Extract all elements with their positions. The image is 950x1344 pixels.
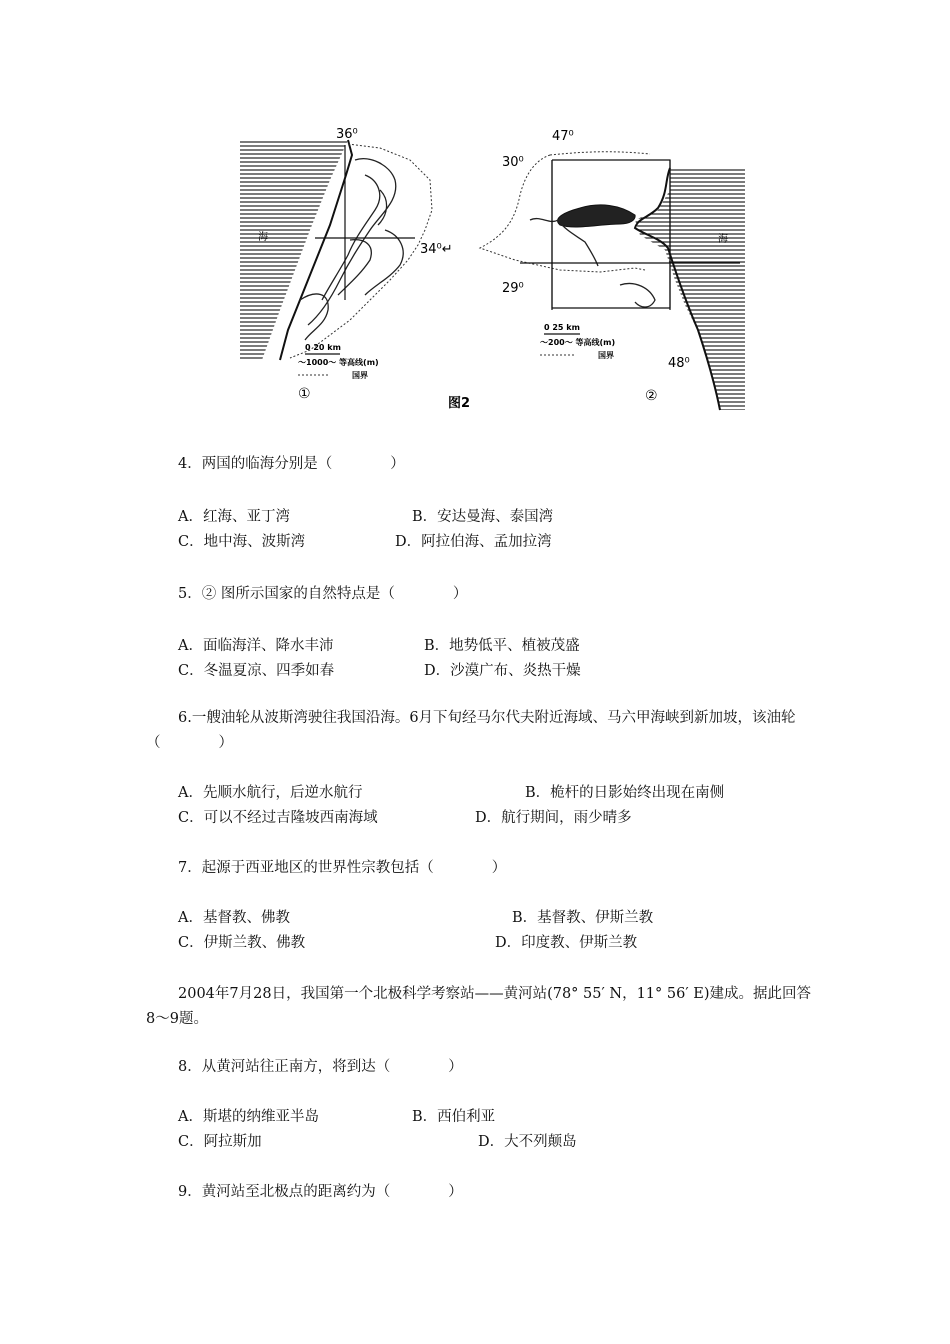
q5-option-d: D．沙漠广布、炎热干燥 [424,663,581,679]
q6-option-a: A．先顺水航行，后逆水航行 [178,785,363,801]
map2-lat-top: 30⁰ [502,155,524,170]
q5-option-a: A．面临海洋、降水丰沛 [178,638,334,654]
map2-island [558,205,636,227]
map1-contour-legend: ～1000～ 等高线(m) [298,358,379,367]
map1-number: ① [298,386,311,402]
map2-lat-bottom: 29⁰ [502,281,524,296]
figure-caption: 图2 [448,396,471,411]
map1-scale: 0 20 km [305,343,341,352]
q8-option-a: A．斯堪的纳维亚半岛 [178,1109,319,1125]
q4-option-d: D．阿拉伯海、孟加拉湾 [395,534,552,550]
q8-option-b: B．西伯利亚 [412,1109,496,1125]
map2-border-legend: 国界 [598,351,614,360]
map1-border-legend: 国界 [352,371,368,380]
map1-lat-top: 36⁰ [336,127,358,142]
q7-option-b: B．基督教、伊斯兰教 [512,910,654,926]
map2-contour-legend: ～200～ 等高线(m) [540,338,616,347]
map1-sea-label: 海 [258,232,268,243]
q8-stem: 8．从黄河站往正南方，将到达（ ） [178,1059,463,1075]
map2-sea-label: 海 [718,234,728,245]
q7-stem: 7．起源于西亚地区的世界性宗教包括（ ） [178,860,507,876]
q6-option-b: B．桅杆的日影始终出现在南侧 [525,785,725,801]
q7-option-a: A．基督教、佛教 [178,910,290,926]
q8-option-d: D．大不列颠岛 [478,1134,577,1150]
q8-option-c: C．阿拉斯加 [178,1134,262,1150]
map1-sea [240,140,348,360]
q5-option-c: C．冬温夏凉、四季如春 [178,663,335,679]
q5-option-b: B．地势低平、植被茂盛 [424,638,580,654]
q4-option-c: C．地中海、波斯湾 [178,534,306,550]
map2-scale: 0 25 km [544,323,580,332]
map-1 [240,127,453,402]
map2-sea [635,168,745,410]
map2-lon-top: 47⁰ [552,129,574,144]
map1-lat-right: 34⁰↵ [420,242,453,257]
figure-2 [180,120,760,420]
intro-8-9: 2004年7月28日，我国第一个北极科学考察站——黄河站(78° 55′ N，11° 56′ E)建成。据此回答8～9题。 [146,986,811,1027]
q6-option-c: C．可以不经过吉隆坡西南海域 [178,810,378,826]
map2-lon-bottom: 48⁰ [668,356,690,371]
map2-number: ② [645,388,658,404]
figure-2-maps [180,120,760,420]
q6-option-d: D．航行期间，雨少晴多 [475,810,632,826]
q7-option-c: C．伊斯兰教、佛教 [178,935,306,951]
q9-stem: 9．黄河站至北极点的距离约为（ ） [178,1184,463,1200]
q4-option-b: B．安达曼海、泰国湾 [412,509,554,525]
q6-stem: 6.一艘油轮从波斯湾驶往我国沿海。6月下旬经马尔代夫附近海域、马六甲海峡到新加坡，该油轮（ ） [146,710,796,751]
q4-stem: 4．两国的临海分别是（ ） [178,456,405,472]
q7-option-d: D．印度教、伊斯兰教 [495,935,638,951]
map-2 [480,129,745,410]
q5-stem: 5．② 图所示国家的自然特点是（ ） [178,586,468,602]
q4-option-a: A．红海、亚丁湾 [178,509,290,525]
